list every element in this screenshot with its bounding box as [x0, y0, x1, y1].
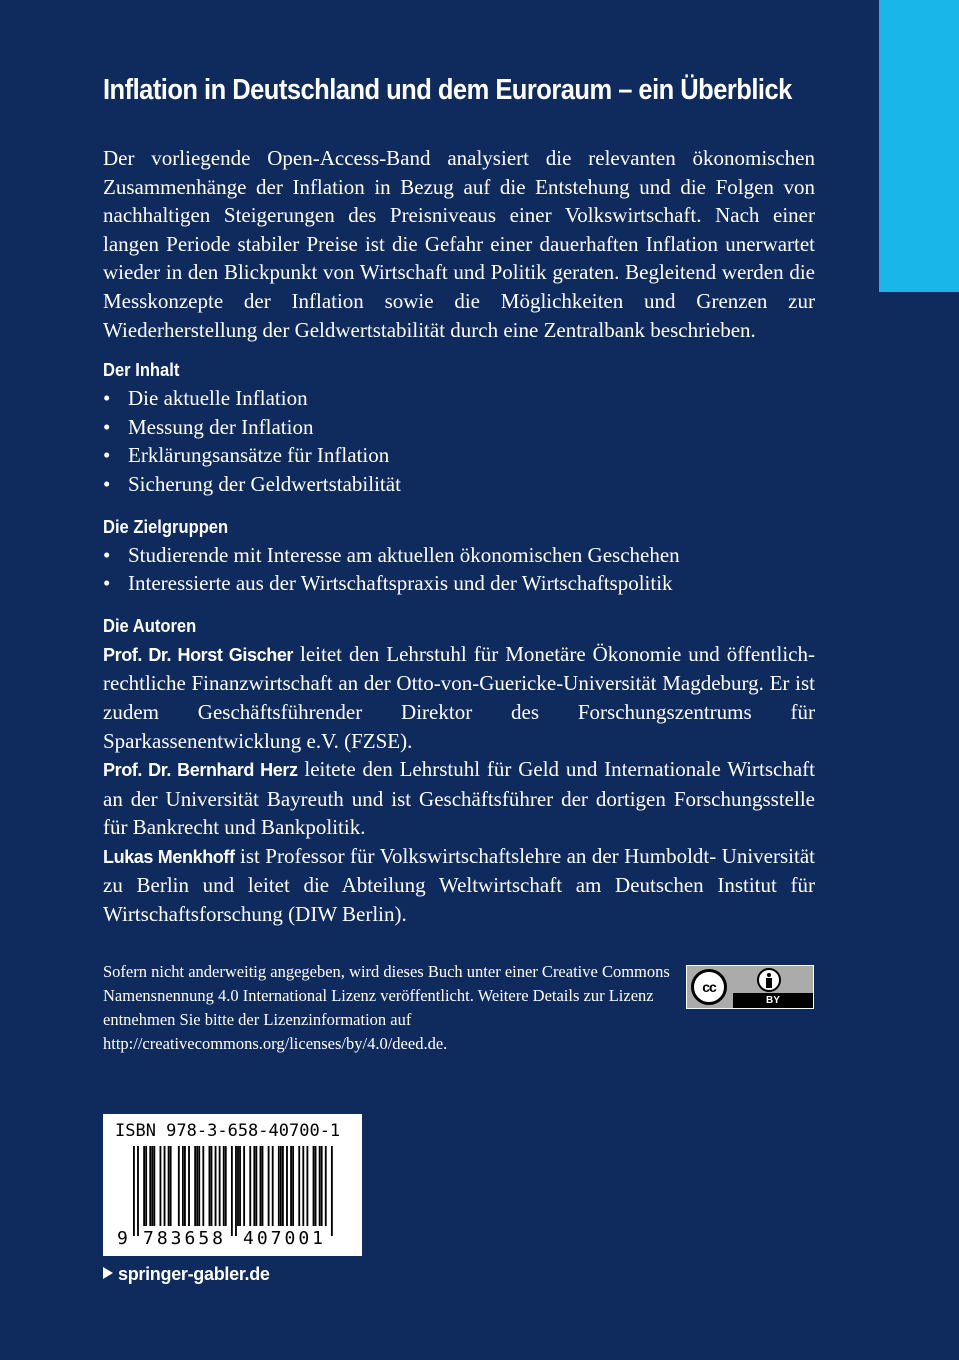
publisher-link-text: springer-gabler.de — [118, 1264, 270, 1284]
bullet-icon: • — [103, 414, 111, 439]
authors-heading: Die Autoren — [103, 615, 197, 636]
isbn-label: ISBN 978-3-658-40700-1 — [115, 1121, 341, 1141]
publisher-link[interactable] — [103, 1262, 270, 1286]
cc-logo: cc — [691, 969, 727, 1005]
cc-by-icon — [686, 965, 814, 1009]
bullet-icon: • — [103, 471, 111, 496]
audience-heading: Die Zielgruppen — [103, 516, 229, 537]
author-menkhoff — [103, 842, 815, 929]
list-item: • Messung der Inflation — [103, 413, 815, 442]
list-item: • Die aktuelle Inflation — [103, 384, 815, 413]
bullet-icon: • — [103, 542, 111, 567]
barcode-digit-group: 407001 — [243, 1228, 327, 1249]
author-name: Prof. Dr. Bernhard Herz — [103, 760, 298, 781]
attribution-person-icon — [757, 968, 781, 992]
audience-list — [103, 541, 815, 598]
bullet-icon: • — [103, 386, 111, 411]
content-heading: Der Inhalt — [103, 360, 180, 381]
author-bio: leitete den Lehrstuhl für Geld und Internationale Wirtschaft an der Universität Bayreuth und ist Geschäftsführer der dortigen Forschungsstelle für Bankrecht und Bankpolitik. — [103, 757, 815, 840]
author-name: Prof. Dr. Horst Gischer — [103, 644, 294, 665]
bullet-icon: • — [103, 571, 111, 596]
back-cover-content — [103, 70, 815, 929]
intro-paragraph: Der vorliegende Open-Access-Band analysiert die relevanten ökonomischen Zusammenhänge der Inflation in Bezug auf die Entstehung und die Folgen von nachhaltigen Steigerungen des Preisniveaus einer Volkswirtschaft. Nach einer langen Periode stabiler Preise ist die Gefahr einer dauerhaften Inflation unerwartet wieder in den Blickpunkt von Wirtschaft und Politik geraten. Begleitend werden die Messkonzepte der Inflation sowie die Möglichkeiten und Grenzen zur Wiederherstellung der Geldwertstabilität durch eine Zentralbank beschrieben. — [103, 146, 815, 342]
audience-section — [103, 513, 815, 598]
barcode-first-digit: 9 — [117, 1228, 128, 1249]
bullet-icon: • — [103, 443, 111, 468]
cc-by-label: BY — [733, 993, 813, 1008]
list-item: • Erklärungsansätze für Inflation — [103, 441, 815, 470]
barcode-icon — [133, 1146, 333, 1236]
author-bio: leitet den Lehrstuhl für Monetäre Ökonomie und öffentlich-rechtliche Finanzwirtschaft an der Otto-von-Guericke-Universität Magdeburg. Er ist zudem Geschäftsführender Direktor des Forschungszentrums für Sparkassenentwicklung e.V. (FZSE). — [103, 641, 815, 753]
author-herz — [103, 755, 815, 842]
list-item: • Interessierte aus der Wirtschaftspraxis und der Wirtschaftspolitik — [103, 569, 815, 598]
list-item: • Studierende mit Interesse am aktuellen ökonomischen Geschehen — [103, 541, 815, 570]
content-list — [103, 384, 815, 498]
accent-bar — [879, 0, 959, 292]
arrow-right-icon — [103, 1267, 113, 1279]
list-item: • Sicherung der Geldwertstabilität — [103, 470, 815, 499]
license-row — [103, 960, 815, 1060]
barcode-digit-group: 783658 — [143, 1228, 227, 1249]
book-title: Inflation in Deutschland und dem Euroraum – ein Überblick — [103, 74, 792, 106]
author-gischer — [103, 640, 815, 755]
isbn-barcode-box — [103, 1114, 362, 1256]
author-bio: ist Professor für Volkswirtschaftslehre an der Humboldt- Universität zu Berlin und leitet die Abteilung Weltwirtschaft am Deutschen Institut für Wirtschaftsforschung (DIW Berlin). — [103, 843, 815, 927]
license-text: Sofern nicht anderweitig angegeben, wird dieses Buch unter einer Creative Commons Namensnennung 4.0 International Lizenz veröffentlicht. Weitere Details zur Lizenz entnehmen Sie bitte der Lizenzinformation auf http://creativecommons.org/licenses/by/4.0/deed.de. — [103, 962, 670, 1053]
authors-section — [103, 612, 815, 929]
content-section — [103, 356, 815, 498]
author-name: Lukas Menkhoff — [103, 846, 235, 867]
